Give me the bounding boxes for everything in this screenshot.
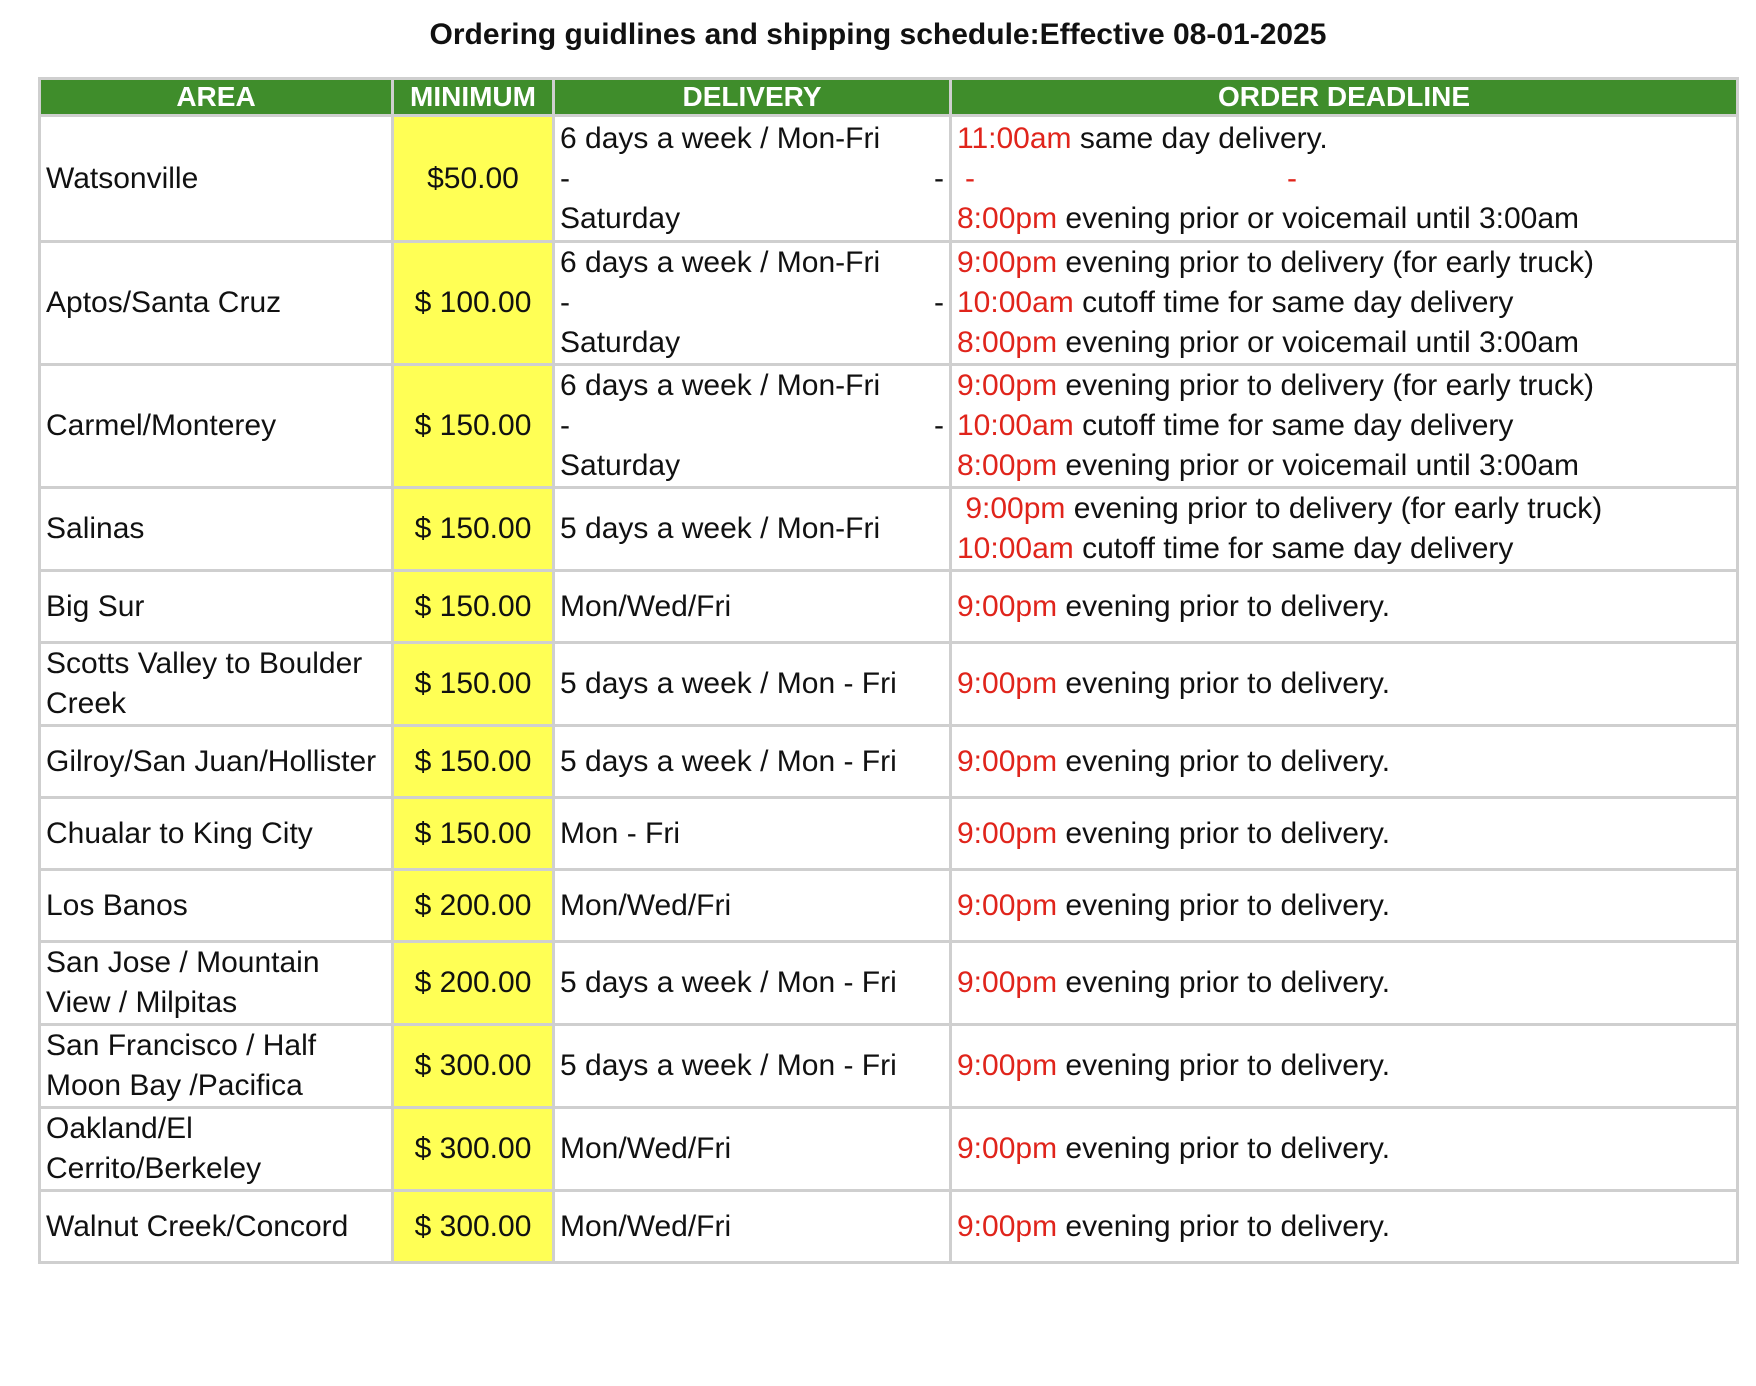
delivery-line: Mon - Fri [560, 816, 680, 850]
deadline-line [957, 587, 1731, 627]
delivery-cell [554, 571, 951, 643]
deadline-time: 10:00am [957, 286, 1074, 319]
deadline-line [957, 1129, 1731, 1169]
order-deadline-cell [951, 942, 1738, 1025]
area-cell: San Jose / Mountain View / Milpitas [40, 942, 393, 1025]
minimum-cell: $ 150.00 [393, 365, 554, 488]
deadline-dash: - [965, 161, 975, 195]
deadline-dash: - [1287, 161, 1297, 195]
table-row [40, 942, 1738, 1025]
delivery-line: 6 days a week / Mon-Fri [560, 369, 881, 402]
order-deadline-cell [951, 1025, 1738, 1108]
deadline-line [957, 366, 1731, 406]
deadline-line [957, 283, 1731, 323]
deadline-time: 11:00am [957, 121, 1072, 155]
deadline-time: 10:00am [957, 409, 1074, 442]
header-order-deadline: ORDER DEADLINE [951, 79, 1738, 116]
deadline-time: 10:00am [957, 532, 1074, 565]
deadline-line [957, 664, 1731, 704]
delivery-cell [554, 798, 951, 870]
table-row [40, 365, 1738, 488]
minimum-cell: $ 150.00 [393, 571, 554, 643]
shipping-schedule-table [38, 77, 1739, 1264]
table-row [40, 726, 1738, 798]
area-cell: Aptos/Santa Cruz [40, 242, 393, 365]
deadline-text: evening prior or voicemail until 3:00am [1057, 201, 1580, 235]
delivery-cell [554, 1025, 951, 1108]
deadline-text: evening prior to delivery. [1057, 1209, 1391, 1243]
area-cell: Carmel/Monterey [40, 365, 393, 488]
deadline-line [957, 119, 1731, 159]
deadline-dash-line [957, 159, 1297, 199]
minimum-cell: $ 300.00 [393, 1025, 554, 1108]
delivery-cell [554, 488, 951, 571]
delivery-cell [554, 643, 951, 726]
delivery-cell [554, 726, 951, 798]
deadline-line [957, 406, 1731, 446]
delivery-line: 5 days a week / Mon - Fri [560, 1049, 897, 1082]
minimum-cell: $ 300.00 [393, 1191, 554, 1263]
deadline-text: evening prior to delivery (for early truck) [1065, 492, 1603, 525]
area-cell: Los Banos [40, 870, 393, 942]
area-cell: Big Sur [40, 571, 393, 643]
order-deadline-cell [951, 571, 1738, 643]
deadline-time: 8:00pm [957, 449, 1058, 482]
deadline-time: 9:00pm [957, 744, 1058, 778]
deadline-text: evening prior or voicemail until 3:00am [1057, 326, 1580, 359]
header-row [40, 79, 1738, 116]
deadline-line [957, 199, 1731, 239]
order-deadline-cell [951, 726, 1738, 798]
deadline-text: evening prior to delivery. [1057, 966, 1391, 999]
delivery-line: 5 days a week / Mon-Fri [560, 512, 881, 545]
deadline-line [957, 489, 1731, 529]
order-deadline-cell [951, 242, 1738, 365]
delivery-dash-line [560, 159, 944, 199]
deadline-time: 9:00pm [957, 667, 1058, 700]
deadline-line [957, 323, 1731, 363]
minimum-cell: $ 100.00 [393, 242, 554, 365]
deadline-line [957, 446, 1731, 486]
delivery-line: 6 days a week / Mon-Fri [560, 246, 881, 279]
order-deadline-cell [951, 365, 1738, 488]
table-row [40, 1191, 1738, 1263]
minimum-cell: $ 150.00 [393, 798, 554, 870]
deadline-text: same day delivery. [1071, 121, 1328, 155]
delivery-line: Mon/Wed/Fri [560, 1132, 732, 1165]
deadline-line [957, 529, 1731, 569]
deadline-time: 9:00pm [957, 888, 1058, 922]
deadline-text: evening prior to delivery. [1057, 667, 1391, 700]
header-area: AREA [40, 79, 393, 116]
deadline-text: evening prior to delivery (for early truck) [1057, 246, 1594, 279]
order-deadline-cell [951, 488, 1738, 571]
delivery-cell [554, 1191, 951, 1263]
delivery-cell [554, 1108, 951, 1191]
area-cell: Watsonville [40, 116, 393, 242]
order-deadline-cell [951, 870, 1738, 942]
deadline-time: 8:00pm [957, 326, 1058, 359]
minimum-cell: $ 200.00 [393, 870, 554, 942]
delivery-cell [554, 116, 951, 242]
delivery-line: Saturday [560, 449, 681, 482]
delivery-cell [554, 870, 951, 942]
delivery-cell [554, 365, 951, 488]
deadline-time: 9:00pm [957, 492, 1066, 525]
table-row [40, 242, 1738, 365]
delivery-dash: - [934, 161, 944, 195]
deadline-time: 9:00pm [957, 1049, 1058, 1082]
area-cell: Oakland/El Cerrito/Berkeley [40, 1108, 393, 1191]
minimum-cell: $ 150.00 [393, 643, 554, 726]
table-row [40, 1025, 1738, 1108]
order-deadline-cell [951, 116, 1738, 242]
delivery-line: Mon/Wed/Fri [560, 589, 732, 623]
deadline-text: evening prior to delivery. [1057, 1049, 1391, 1082]
delivery-dash: - [560, 161, 570, 195]
delivery-line: 5 days a week / Mon - Fri [560, 667, 897, 700]
deadline-time: 9:00pm [957, 589, 1058, 623]
deadline-time: 8:00pm [957, 201, 1058, 235]
deadline-line [957, 1207, 1731, 1247]
minimum-cell: $ 200.00 [393, 942, 554, 1025]
delivery-line: Mon/Wed/Fri [560, 1209, 732, 1243]
deadline-line [957, 742, 1731, 782]
delivery-dash: - [934, 286, 944, 319]
minimum-cell: $ 150.00 [393, 488, 554, 571]
delivery-line: 6 days a week / Mon-Fri [560, 121, 881, 155]
deadline-text: evening prior to delivery (for early truck) [1057, 369, 1594, 402]
table-row [40, 643, 1738, 726]
delivery-line: Mon/Wed/Fri [560, 888, 732, 922]
deadline-text: evening prior or voicemail until 3:00am [1057, 449, 1580, 482]
deadline-time: 9:00pm [957, 1132, 1058, 1165]
area-cell: Gilroy/San Juan/Hollister [40, 726, 393, 798]
header-minimum: MINIMUM [393, 79, 554, 116]
minimum-cell: $ 150.00 [393, 726, 554, 798]
order-deadline-cell [951, 643, 1738, 726]
delivery-dash-line [560, 406, 944, 446]
table-row [40, 571, 1738, 643]
deadline-time: 9:00pm [957, 816, 1058, 850]
delivery-dash-line [560, 283, 944, 323]
deadline-text: evening prior to delivery. [1057, 589, 1391, 623]
deadline-time: 9:00pm [957, 966, 1058, 999]
table-row [40, 798, 1738, 870]
order-deadline-cell [951, 798, 1738, 870]
delivery-dash: - [560, 409, 570, 442]
area-cell: Chualar to King City [40, 798, 393, 870]
order-deadline-cell [951, 1108, 1738, 1191]
deadline-time: 9:00pm [957, 246, 1058, 279]
area-cell: San Francisco / Half Moon Bay /Pacifica [40, 1025, 393, 1108]
deadline-text: evening prior to delivery. [1057, 1132, 1391, 1165]
order-deadline-cell [951, 1191, 1738, 1263]
deadline-text: evening prior to delivery. [1057, 888, 1391, 922]
minimum-cell: $50.00 [393, 116, 554, 242]
deadline-line [957, 1046, 1731, 1086]
header-delivery: DELIVERY [554, 79, 951, 116]
deadline-line [957, 963, 1731, 1003]
table-row [40, 1108, 1738, 1191]
delivery-cell [554, 242, 951, 365]
deadline-line [957, 886, 1731, 926]
table-row [40, 116, 1738, 242]
minimum-cell: $ 300.00 [393, 1108, 554, 1191]
table-row [40, 488, 1738, 571]
deadline-line [957, 814, 1731, 854]
delivery-line: 5 days a week / Mon - Fri [560, 744, 897, 778]
delivery-dash: - [934, 409, 944, 442]
delivery-line: Saturday [560, 326, 681, 359]
delivery-dash: - [560, 286, 570, 319]
table-row [40, 870, 1738, 942]
table-body [40, 116, 1738, 1263]
area-cell: Scotts Valley to Boulder Creek [40, 643, 393, 726]
delivery-cell [554, 942, 951, 1025]
deadline-line [957, 243, 1731, 283]
deadline-text: cutoff time for same day delivery [1073, 286, 1514, 319]
area-cell: Salinas [40, 488, 393, 571]
deadline-time: 9:00pm [957, 369, 1058, 402]
area-cell: Walnut Creek/Concord [40, 1191, 393, 1263]
deadline-text: cutoff time for same day delivery [1073, 532, 1514, 565]
deadline-text: evening prior to delivery. [1057, 744, 1391, 778]
deadline-time: 9:00pm [957, 1209, 1058, 1243]
delivery-line: 5 days a week / Mon - Fri [560, 966, 897, 999]
deadline-text: cutoff time for same day delivery [1073, 409, 1514, 442]
delivery-line: Saturday [560, 201, 681, 235]
deadline-text: evening prior to delivery. [1057, 816, 1391, 850]
page-title: Ordering guidlines and shipping schedule:Effective 08-01-2025 [429, 18, 1327, 51]
